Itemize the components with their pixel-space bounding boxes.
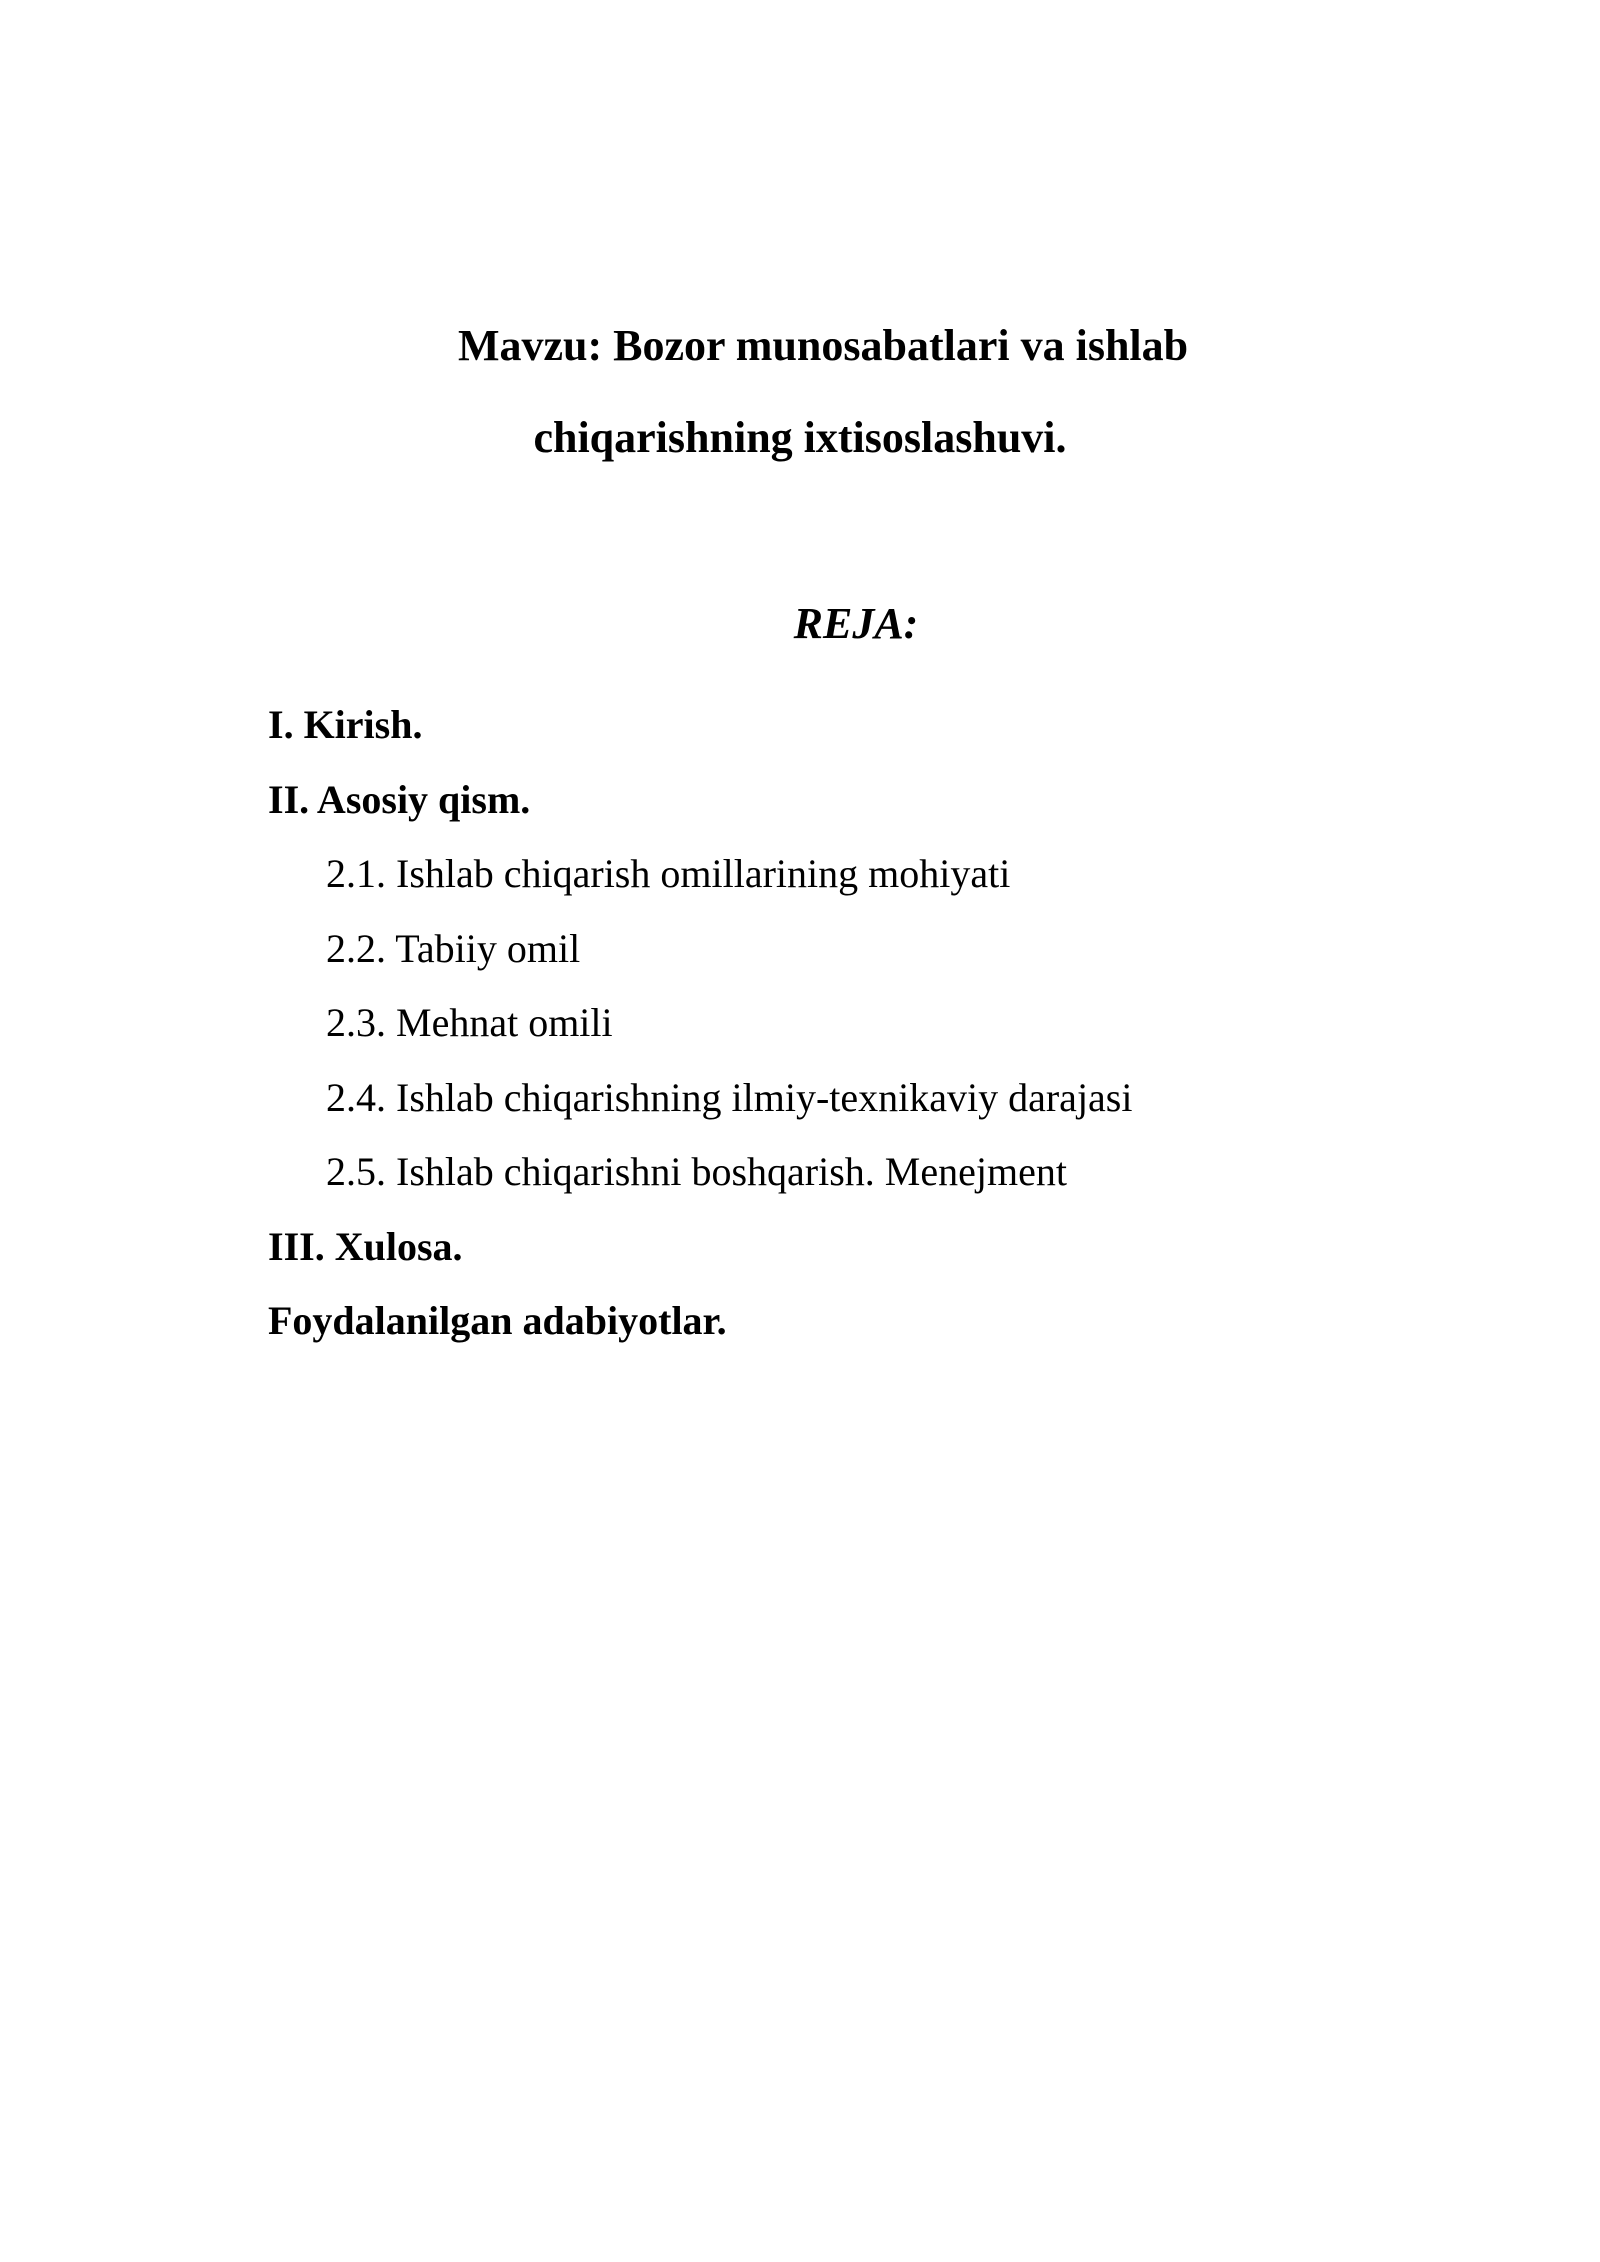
outline-subitem-2-2: 2.2. Tabiiy omil [326,925,581,971]
document-title-line-1: Mavzu: Bozor munosabatlari va ishlab [458,321,1189,370]
document-title-line-2: chiqarishning ixtisoslashuvi. [533,413,1067,462]
outline-subitem-2-1: 2.1. Ishlab chiqarish omillarining mohiyati [326,851,1011,896]
outline-item-references: Foydalanilgan adabiyotlar. [268,1298,727,1343]
outline-item-conclusion: III. Xulosa. [268,1223,463,1269]
plan-heading: REJA: [793,599,919,648]
outline-item-introduction: I. Kirish. [268,702,423,747]
outline-item-main-part: II. Asosiy qism. [268,776,531,822]
outline-subitem-2-5: 2.5. Ishlab chiqarishni boshqarish. Menejment [326,1149,1067,1194]
outline-subitem-2-4: 2.4. Ishlab chiqarishning ilmiy-texnikaviy darajasi [326,1074,1133,1120]
plan-outline [268,688,1132,1359]
outline-subitem-2-3: 2.3. Mehnat omili [326,1000,613,1045]
